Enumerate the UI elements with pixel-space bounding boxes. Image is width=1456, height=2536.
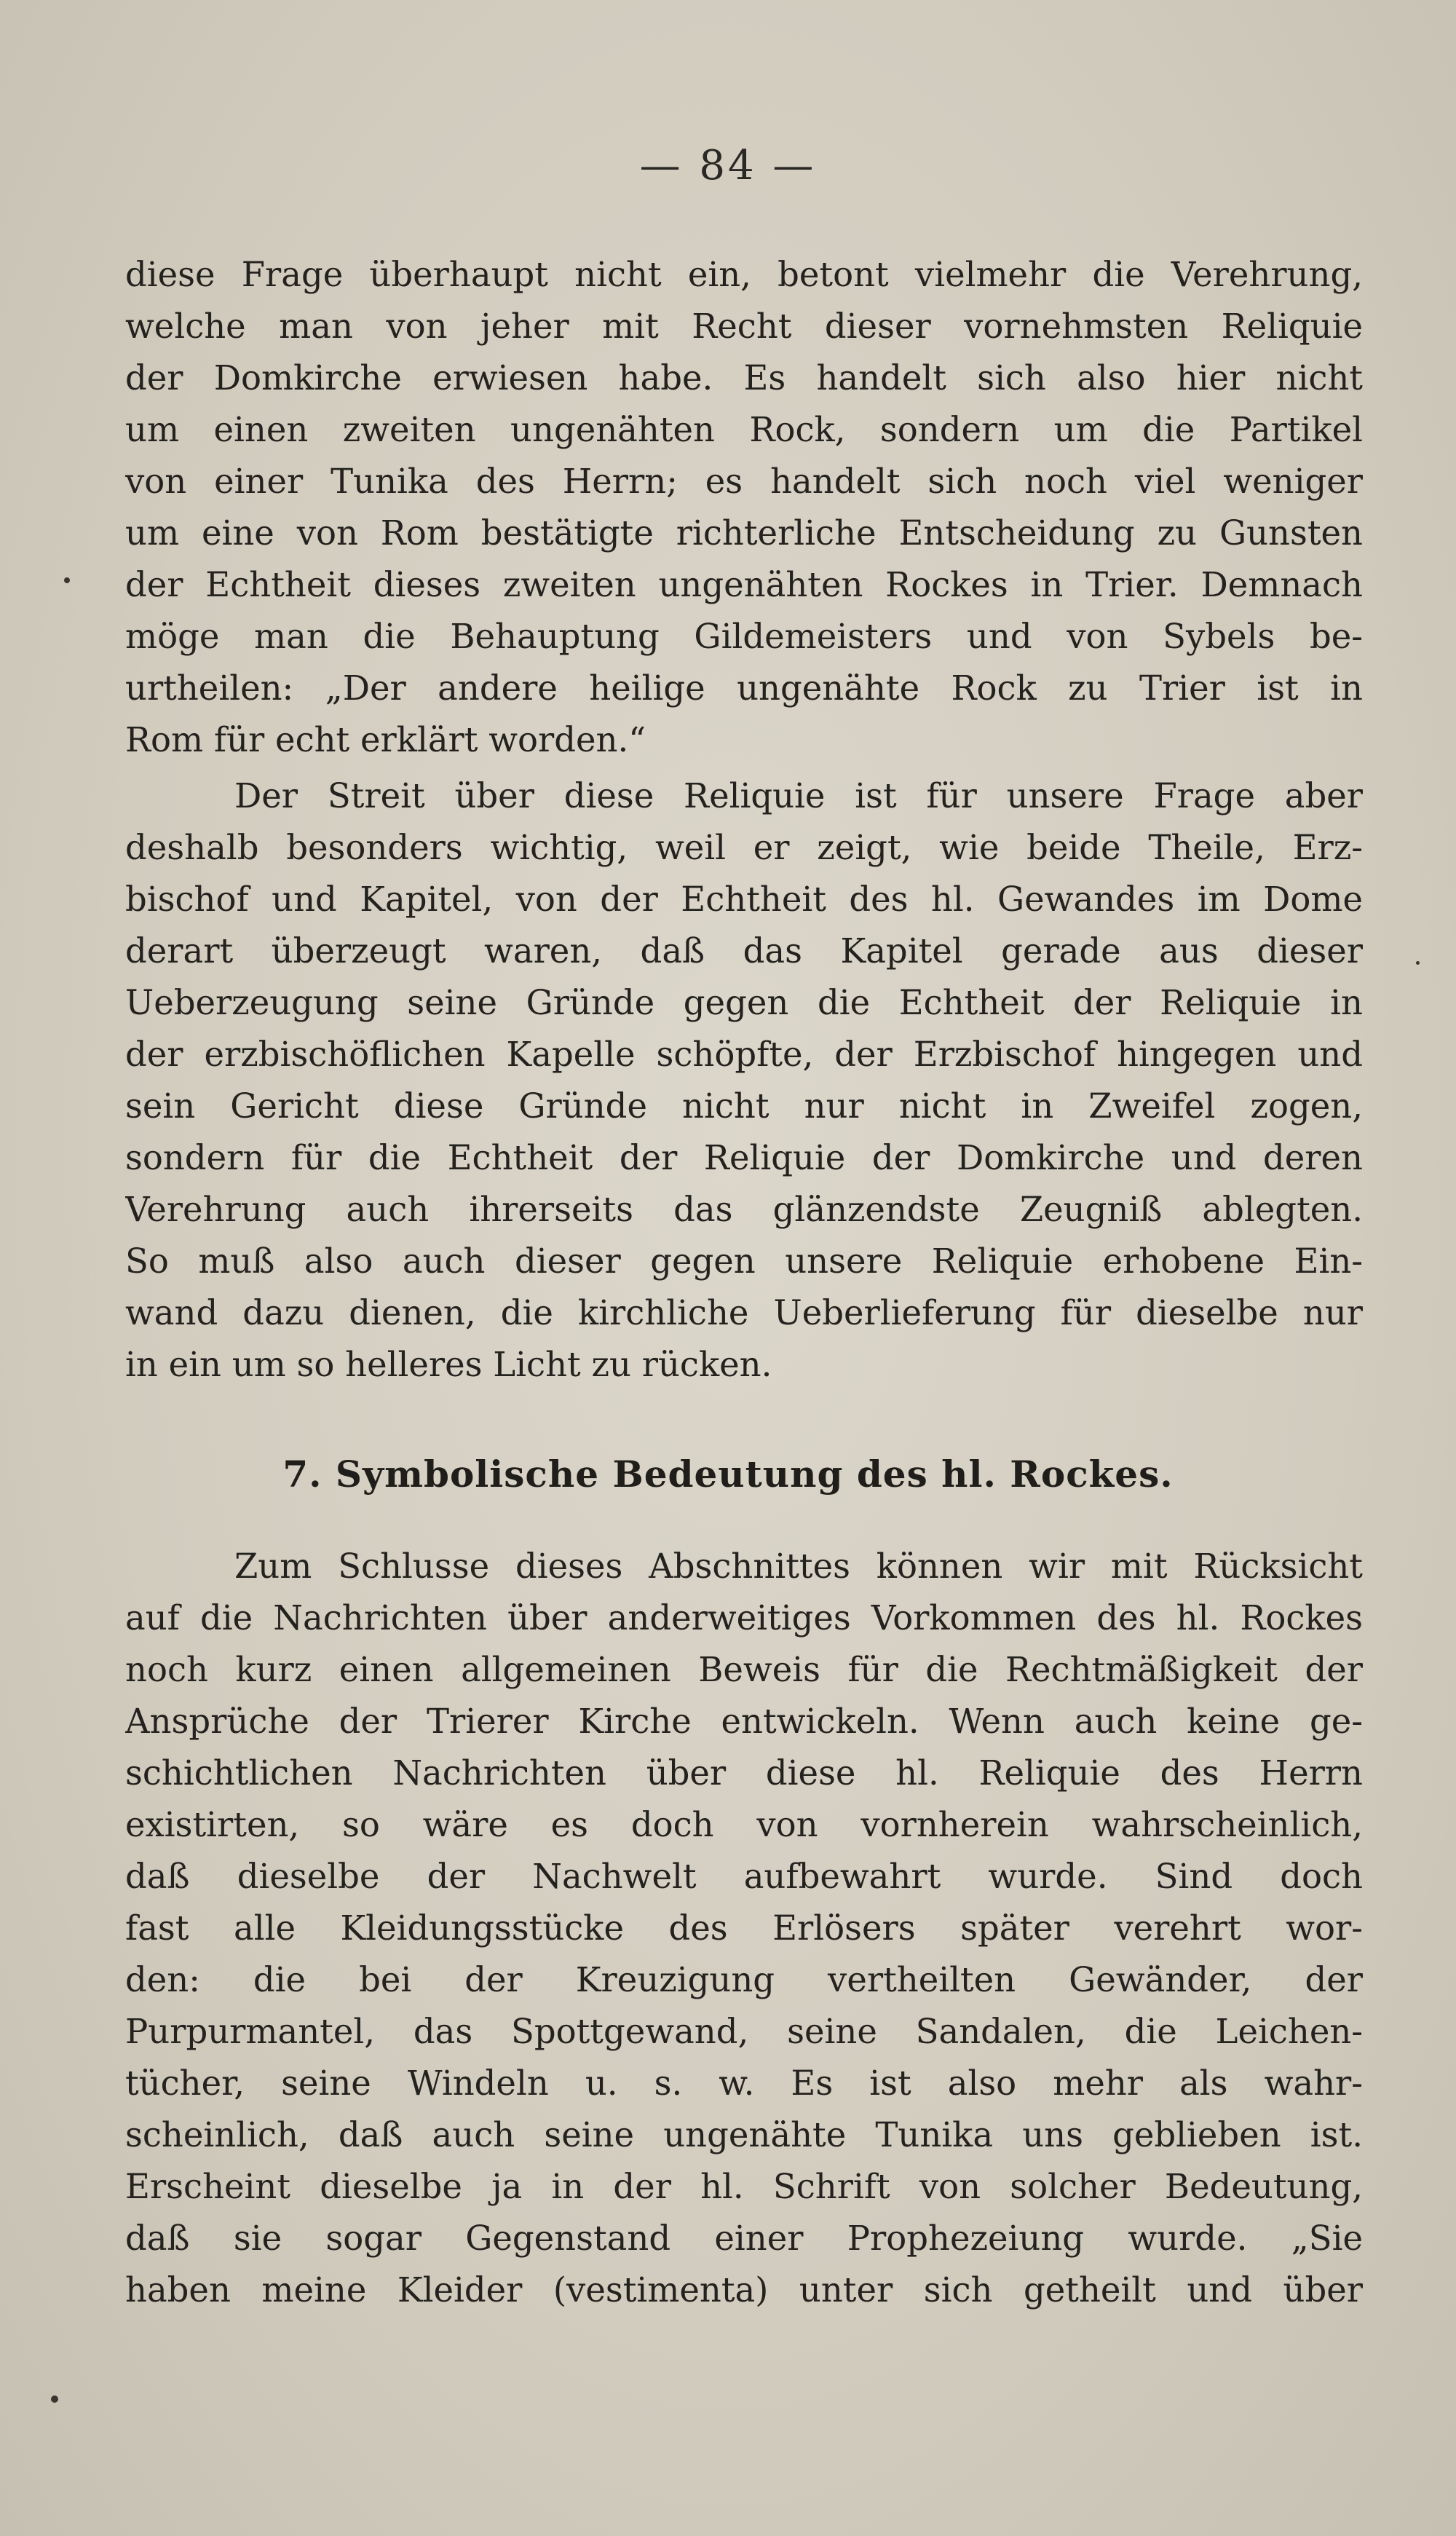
text-line: von einer Tunika des Herrn; es handelt sich noch viel weniger	[125, 462, 1363, 501]
text-line: diese Frage überhaupt nicht ein, betont vielmehr die Verehrung,	[125, 255, 1363, 294]
text-line: bischof und Kapitel, von der Echtheit des hl. Gewandes im Dome	[125, 880, 1363, 919]
paper-speck	[1416, 961, 1420, 965]
text-line: sein Gericht diese Gründe nicht nur nicht in Zweifel zogen,	[125, 1086, 1363, 1126]
text-line: in ein um so helleres Licht zu rücken.	[125, 1345, 772, 1384]
text-line: Zum Schlusse dieses Abschnittes können wir mit Rücksicht	[234, 1547, 1363, 1586]
text-line: der Echtheit dieses zweiten ungenähten Rockes in Trier. Demnach	[125, 565, 1363, 604]
text-line: möge man die Behauptung Gildemeisters und von Sybels be-	[125, 617, 1363, 656]
text-line: daß dieselbe der Nachwelt aufbewahrt wurde. Sind doch	[125, 1857, 1363, 1896]
section-heading: 7. Symbolische Bedeutung des hl. Rockes.	[282, 1453, 1174, 1496]
text-line: welche man von jeher mit Recht dieser vornehmsten Reliquie	[125, 307, 1363, 346]
text-line: tücher, seine Windeln u. s. w. Es ist also mehr als wahr-	[125, 2063, 1363, 2103]
text-line: existirten, so wäre es doch von vornherein wahrscheinlich,	[125, 1805, 1363, 1844]
text-line: den: die bei der Kreuzigung vertheilten Gewänder, der	[125, 1960, 1363, 1999]
text-line: urtheilen: „Der andere heilige ungenähte Rock zu Trier ist in	[125, 668, 1363, 708]
text-line: deshalb besonders wichtig, weil er zeigt, wie beide Theile, Erz-	[125, 828, 1363, 867]
text-line: auf die Nachrichten über anderweitiges Vorkommen des hl. Rockes	[125, 1598, 1363, 1638]
text-line: Purpurmantel, das Spottgewand, seine Sandalen, die Leichen-	[125, 2012, 1363, 2051]
text-line: Rom für echt erklärt worden.“	[125, 720, 646, 759]
text-line: der erzbischöflichen Kapelle schöpfte, der Erzbischof hingegen und	[125, 1035, 1363, 1074]
paper-speck	[51, 2395, 58, 2403]
text-line: So muß also auch dieser gegen unsere Reliquie erhobene Ein-	[125, 1241, 1363, 1281]
text-line: noch kurz einen allgemeinen Beweis für die Rechtmäßigkeit der	[125, 1650, 1363, 1689]
text-line: um einen zweiten ungenähten Rock, sondern um die Partikel	[125, 410, 1363, 449]
text-line: derart überzeugt waren, daß das Kapitel gerade aus dieser	[125, 931, 1363, 971]
text-line: Ansprüche der Trierer Kirche entwickeln. Wenn auch keine ge-	[125, 1702, 1363, 1741]
text-line: wand dazu dienen, die kirchliche Ueberlieferung für dieselbe nur	[125, 1293, 1363, 1332]
text-line: daß sie sogar Gegenstand einer Prophezeiung wurde. „Sie	[125, 2219, 1363, 2258]
paragraph-1	[125, 249, 1363, 766]
text-line: Der Streit über diese Reliquie ist für unsere Frage aber	[234, 776, 1363, 815]
text-line: der Domkirche erwiesen habe. Es handelt sich also hier nicht	[125, 358, 1363, 398]
paragraph-3	[125, 1541, 1363, 2316]
text-line: Erscheint dieselbe ja in der hl. Schrift von solcher Bedeutung,	[125, 2167, 1363, 2206]
text-line: haben meine Kleider (vestimenta) unter sich getheilt und über	[125, 2270, 1363, 2310]
text-line: Verehrung auch ihrerseits das glänzendste Zeugniß ablegten.	[125, 1190, 1363, 1229]
page-number: — 84 —	[639, 142, 817, 189]
text-line: um eine von Rom bestätigte richterliche Entscheidung zu Gunsten	[125, 513, 1363, 553]
text-line: schichtlichen Nachrichten über diese hl. Reliquie des Herrn	[125, 1753, 1363, 1793]
text-line: fast alle Kleidungsstücke des Erlösers später verehrt wor-	[125, 1908, 1363, 1948]
text-line: Ueberzeugung seine Gründe gegen die Echtheit der Reliquie in	[125, 983, 1363, 1022]
paragraph-2	[125, 770, 1363, 1391]
text-line: scheinlich, daß auch seine ungenähte Tunika uns geblieben ist.	[125, 2115, 1363, 2154]
text-line: sondern für die Echtheit der Reliquie der Domkirche und deren	[125, 1138, 1363, 1177]
paper-speck	[64, 577, 70, 583]
